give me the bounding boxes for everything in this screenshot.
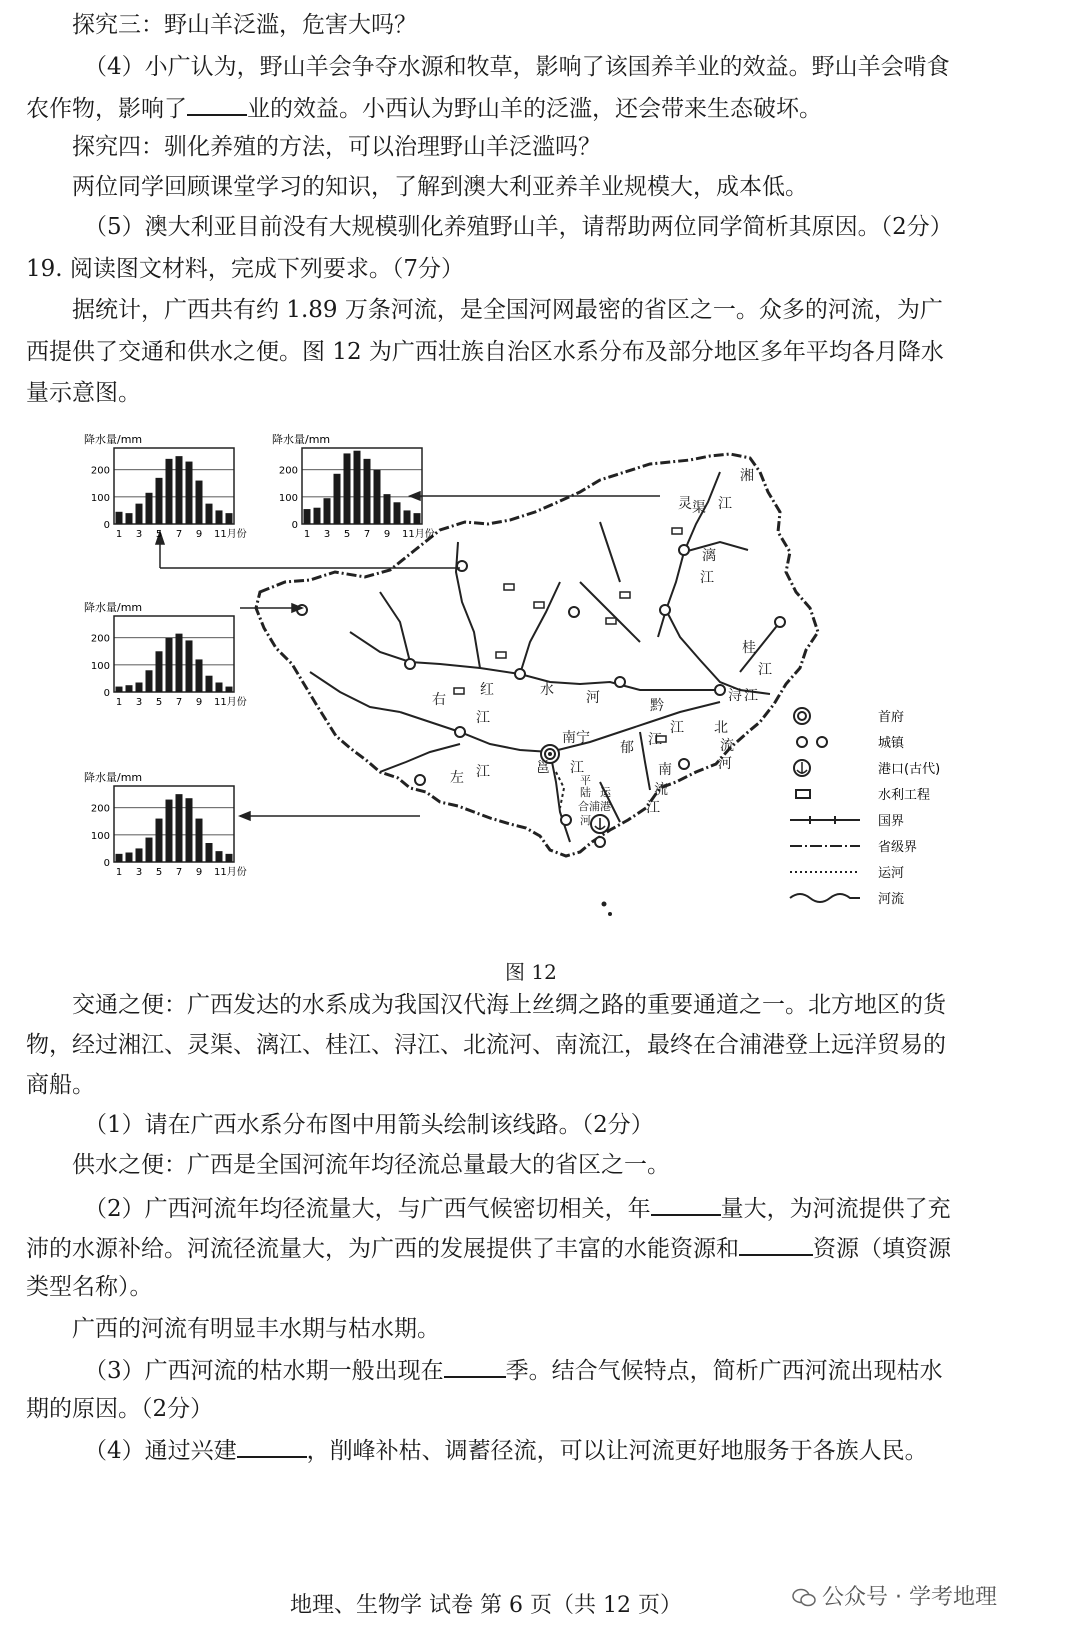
- label-he: 河: [586, 690, 600, 706]
- figure-12: [80, 432, 941, 942]
- dam-symbol: [796, 790, 810, 798]
- label-he3: 河: [580, 814, 591, 827]
- question-5: （5）澳大利亚目前没有大规模驯化养殖野山羊，请帮助两位同学简析其原因。（2分）: [84, 214, 953, 240]
- chart-x-tick: 5: [155, 529, 163, 540]
- chart-x-tick: 5: [155, 697, 163, 708]
- chart-ylabel: 降水量/mm: [84, 771, 143, 784]
- question-19-3-line-2: 期的原因。（2分）: [26, 1396, 214, 1422]
- label-nan: 南: [658, 762, 672, 778]
- question-19-1: （1）请在广西水系分布图中用箭头绘制该线路。（2分）: [84, 1112, 654, 1138]
- chart-bar: [344, 453, 351, 524]
- wechat-icon: [792, 1588, 816, 1608]
- label-hong: 红: [480, 682, 494, 698]
- label-jiang-i: 江: [646, 800, 660, 816]
- chart-bar: [226, 513, 233, 524]
- legend-label-river: 河流: [878, 892, 905, 907]
- chart-bar: [126, 685, 133, 692]
- chart-x-tick: 1: [115, 529, 123, 540]
- text-fragment: （4）通过兴建: [84, 1438, 237, 1464]
- legend-label-capital: 首府: [878, 710, 905, 725]
- label-liu2: 流: [654, 782, 668, 798]
- anchor-icon: [794, 760, 810, 776]
- chart-y-tick: 200: [90, 803, 110, 815]
- text-fragment: 业的效益。小西认为野山羊的泛滥，还会带来生态破坏。: [247, 96, 822, 122]
- answer-blank-industry[interactable]: [187, 92, 247, 116]
- label-you: 右: [432, 692, 446, 708]
- chart-bar: [206, 504, 213, 524]
- label-jiang-h: 江: [648, 732, 662, 748]
- text-fragment: 农作物，影响了: [26, 96, 187, 122]
- river-line: [790, 894, 860, 902]
- label-zuo: 左: [450, 770, 464, 786]
- chart-y-tick: 0: [103, 858, 110, 869]
- chart-ylabel: 降水量/mm: [272, 433, 331, 446]
- transport-line-3: 商船。: [26, 1072, 95, 1098]
- chart-ylabel: 降水量/mm: [84, 601, 143, 614]
- precipitation-chart-2: [270, 432, 470, 542]
- text-fragment: ，削峰补枯、调蓄径流，可以让河流更好地服务于各族人民。: [306, 1438, 928, 1464]
- national-border-line: [790, 816, 860, 824]
- label-jiang-d: 江: [744, 688, 758, 704]
- chart-bar: [414, 513, 421, 524]
- page-footer: 地理、生物学 试卷 第 6 页（共 12 页）: [290, 1593, 682, 1618]
- paragraph-review: 两位同学回顾课堂学习的知识，了解到澳大利亚养羊业规模大，成本低。: [72, 174, 808, 200]
- chart-bar: [324, 498, 331, 524]
- chart-bar: [216, 851, 223, 862]
- chart-bar: [216, 683, 223, 693]
- chart-bar: [166, 800, 173, 862]
- chart-bar: [166, 459, 173, 524]
- chart-x-tick: 11月份: [214, 529, 247, 540]
- chart-bar: [226, 687, 233, 692]
- precipitation-chart-4: [82, 770, 282, 880]
- chart-bar: [116, 512, 123, 524]
- chart-bar: [196, 819, 203, 862]
- legend-label-town: 城镇: [878, 736, 905, 751]
- chart-bar: [354, 451, 361, 524]
- chart-bar: [394, 502, 401, 524]
- chart-bar: [126, 853, 133, 863]
- label-yun: 运: [600, 786, 611, 799]
- chart-bar: [374, 470, 381, 524]
- water-supply-line: 供水之便：广西是全国河流年均径流总量最大的省区之一。: [72, 1152, 670, 1178]
- chart-bar: [226, 854, 233, 862]
- label-jiang-c: 江: [758, 662, 772, 678]
- chart-frame: [114, 616, 234, 692]
- label-yu: 郁: [620, 740, 634, 756]
- legend-label-national-border: 国界: [878, 814, 905, 829]
- town-symbol: [797, 737, 827, 747]
- label-jiang-f: 江: [476, 710, 490, 726]
- chart-bar: [116, 687, 123, 692]
- chart-x-tick: 11月份: [214, 867, 247, 878]
- label-he2: 河: [718, 756, 732, 772]
- chart-bar: [186, 640, 193, 692]
- chart-y-tick: 0: [103, 520, 110, 531]
- label-ping: 平: [580, 774, 591, 787]
- chart-x-tick: 3: [135, 529, 143, 540]
- chart-x-tick: 1: [115, 867, 123, 878]
- label-liu: 流: [720, 738, 734, 754]
- label-ling: 灵: [678, 496, 692, 512]
- chart-y-tick: 200: [90, 633, 110, 645]
- chart-bar: [384, 494, 391, 524]
- intro-line-3: 量示意图。: [26, 380, 141, 406]
- answer-blank-project[interactable]: [237, 1434, 307, 1458]
- legend-label-port: 港口(古代): [878, 762, 941, 777]
- label-jiang-g: 江: [476, 764, 490, 780]
- chart-y-tick: 0: [103, 688, 110, 699]
- chart-x-tick: 7: [363, 529, 371, 540]
- chart-bar: [304, 509, 311, 524]
- label-xun: 浔: [728, 688, 742, 704]
- chart-bar: [176, 794, 183, 862]
- watermark-text: 公众号 · 学考地理: [822, 1585, 997, 1610]
- chart-bar: [136, 504, 143, 524]
- intro-line-1: 据统计，广西共有约 1.89 万条河流，是全国河网最密的省区之一。众多的河流，为广: [72, 297, 943, 323]
- chart-y-tick: 100: [278, 492, 298, 504]
- chart-x-tick: 7: [175, 697, 183, 708]
- precipitation-chart-1: [82, 432, 282, 542]
- chart-bar: [126, 513, 133, 524]
- heading-explore-3: 探究三：野山羊泛滥，危害大吗？: [72, 12, 417, 38]
- transport-line-1: 交通之便：广西发达的水系成为我国汉代海上丝绸之路的重要通道之一。北方地区的货: [72, 992, 946, 1018]
- label-bei: 北: [714, 720, 728, 736]
- chart-bar: [146, 493, 153, 524]
- chart-x-tick: 11月份: [402, 529, 435, 540]
- chart-x-tick: 9: [195, 867, 203, 878]
- chart-y-tick: 200: [278, 465, 298, 477]
- chart-bar: [156, 651, 163, 692]
- chart-frame: [114, 786, 234, 862]
- map-legend: [790, 708, 940, 907]
- legend-label-canal: 运河: [878, 866, 905, 881]
- chart-bar: [156, 819, 163, 862]
- chart-y-tick: 100: [90, 492, 110, 504]
- text-fragment: 沛的水源补给。河流径流量大，为广西的发展提供了丰富的水能资源和: [26, 1236, 739, 1262]
- label-jiang-j: 江: [570, 760, 584, 776]
- text-fragment: 资源（填资源: [813, 1236, 951, 1262]
- chart-ylabel: 降水量/mm: [84, 433, 143, 446]
- question-19-4: [84, 1434, 928, 1466]
- label-li: 漓: [702, 548, 716, 564]
- chart-x-tick: 1: [303, 529, 311, 540]
- question-19-2-line-2: [26, 1232, 951, 1264]
- label-qian: 黔: [650, 698, 664, 714]
- chart-bar: [186, 798, 193, 862]
- chart-bar: [206, 843, 213, 862]
- text-fragment: 量大，为河流提供了充: [720, 1196, 951, 1222]
- chart-x-tick: 3: [323, 529, 331, 540]
- heading-explore-4: 探究四：驯化养殖的方法，可以治理野山羊泛滥吗？: [72, 134, 601, 160]
- chart-bar: [364, 459, 371, 524]
- chart-x-tick: 3: [135, 867, 143, 878]
- question-19-3-line-1: [84, 1354, 943, 1386]
- chart-bar: [196, 481, 203, 524]
- text-fragment: （3）广西河流的枯水期一般出现在: [84, 1358, 444, 1384]
- question-19-heading: 19. 阅读图文材料，完成下列要求。（7分）: [26, 256, 465, 282]
- question-4-line-2: [26, 92, 822, 124]
- chart-x-tick: 1: [115, 697, 123, 708]
- watermark: [792, 1580, 997, 1611]
- chart-y-tick: 200: [90, 465, 110, 477]
- label-lu: 陆: [580, 786, 591, 799]
- chart-y-tick: 100: [90, 830, 110, 842]
- answer-blank-season[interactable]: [444, 1354, 506, 1378]
- chart-x-tick: 5: [155, 867, 163, 878]
- capital-symbol: [794, 708, 810, 724]
- chart-bar: [136, 848, 143, 862]
- transport-line-2: 物，经过湘江、灵渠、漓江、桂江、浔江、北流河、南流江，最终在合浦港登上远洋贸易的: [26, 1032, 946, 1058]
- question-4-line-1: （4）小广认为，野山羊会争夺水源和牧草，影响了该国养羊业的效益。野山羊会啃食: [84, 54, 950, 80]
- question-19-2-line-1: [84, 1192, 951, 1224]
- figure-caption: 图 12: [505, 960, 557, 984]
- label-yong: 邕: [536, 760, 550, 776]
- intro-line-2: 西提供了交通和供水之便。图 12 为广西壮族自治区水系分布及部分地区多年平均各月降水: [26, 339, 944, 365]
- chart-bar: [146, 838, 153, 862]
- chart-x-tick: 5: [343, 529, 351, 540]
- chart-bar: [116, 854, 123, 862]
- chart-y-tick: 0: [291, 520, 298, 531]
- text-fragment: 季。结合气候特点，简析广西河流出现枯水: [505, 1358, 943, 1384]
- label-hepu: 合浦港: [578, 800, 611, 813]
- chart-bar: [334, 474, 341, 524]
- precipitation-chart-3: [82, 600, 282, 710]
- chart-bar: [196, 659, 203, 692]
- question-19-2-line-3: 类型名称）。: [26, 1274, 153, 1300]
- label-jiang-a: 江: [718, 496, 732, 512]
- legend-label-dam: 水利工程: [878, 788, 931, 803]
- label-jiang-b: 江: [700, 570, 714, 586]
- chart-x-tick: 11月份: [214, 697, 247, 708]
- answer-blank-precipitation[interactable]: [651, 1192, 721, 1216]
- chart-bar: [156, 478, 163, 524]
- label-xiang: 湘: [740, 468, 754, 484]
- label-qu: 渠: [692, 500, 706, 516]
- legend-label-provincial-border: 省级界: [878, 840, 918, 855]
- chart-bar: [206, 676, 213, 692]
- chart-y-tick: 100: [90, 660, 110, 672]
- chart-x-tick: 9: [195, 697, 203, 708]
- chart-bar: [136, 683, 143, 693]
- text-fragment: （2）广西河流年均径流量大，与广西气候密切相关，年: [84, 1196, 651, 1222]
- chart-bar: [146, 670, 153, 692]
- anchor-icon: [591, 815, 609, 833]
- chart-bar: [314, 508, 321, 524]
- chart-bar: [176, 634, 183, 692]
- chart-x-tick: 7: [175, 529, 183, 540]
- label-gui: 桂: [742, 640, 756, 656]
- flood-dry-season-line: 广西的河流有明显丰水期与枯水期。: [72, 1316, 440, 1342]
- answer-blank-resource[interactable]: [739, 1232, 813, 1256]
- label-jiang-e: 江: [670, 720, 684, 736]
- label-shui: 水: [540, 682, 554, 698]
- chart-bar: [404, 510, 411, 524]
- label-nanning: 南宁: [562, 730, 590, 746]
- chart-x-tick: 9: [383, 529, 391, 540]
- chart-x-tick: 9: [195, 529, 203, 540]
- chart-bar: [186, 462, 193, 524]
- chart-bar: [216, 510, 223, 524]
- chart-bar: [166, 638, 173, 692]
- chart-x-tick: 3: [135, 697, 143, 708]
- chart-x-tick: 7: [175, 867, 183, 878]
- chart-bar: [176, 456, 183, 524]
